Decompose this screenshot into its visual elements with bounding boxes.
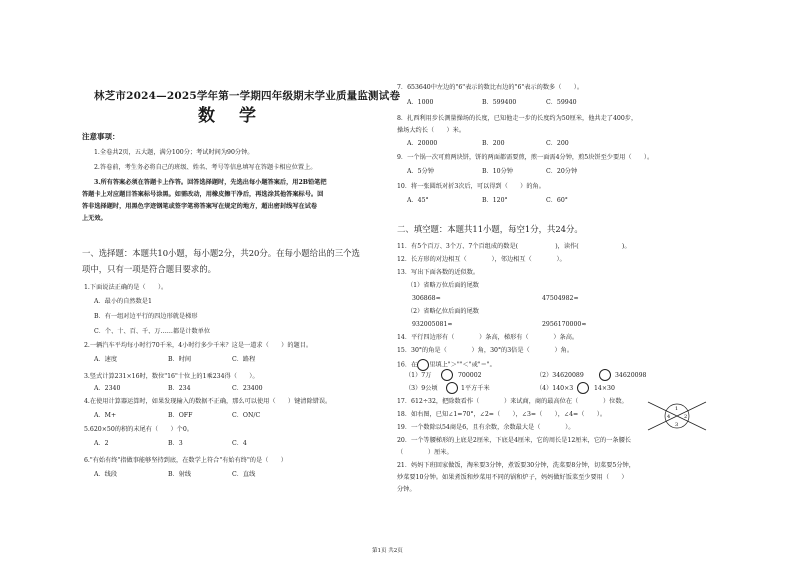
q10-stem: 10．将一张圆纸对折3次后，可以得到（ ）的角。 <box>397 183 545 190</box>
q18: 18．如右图，已知∠1=70°，∠2=（ ），∠3=（ ），∠4=（ ）。 <box>397 411 607 418</box>
q8-option-b: B．200 <box>482 140 505 147</box>
exam-title: 林芝市2024—2025学年第一学期四年级期末学业质量监测试卷 <box>94 90 401 102</box>
q7-stem: 7．653640中左边的"6"表示的数比右边的"6"表示的数多（ ）。 <box>397 84 584 91</box>
figure-label-1: 1 <box>675 406 679 412</box>
q10-option-c: C．60° <box>546 197 568 204</box>
q16-row1-circle2[interactable] <box>599 369 611 381</box>
q16-row1-c: （2）34620089 <box>536 372 584 379</box>
q7-option-a: A．1000 <box>407 99 434 106</box>
q13-part2: （2）省略亿位后面的尾数 <box>407 308 479 315</box>
q16-row1-b: 700002 <box>458 372 482 379</box>
q12: 12．长方形的对边相互（ ），邻边相互（ ）。 <box>397 256 566 263</box>
notice-item-4: 答题卡上对应题目答案标号涂黑。如需改动，用橡皮擦干净后，再选涂其他答案标号。回 <box>82 191 324 198</box>
q16-prefix: 16．在 <box>397 361 418 369</box>
q13-part2-value1: 932005081≈ <box>412 321 453 328</box>
section1-title-line1: 一、选择题：本题共10小题，每小题2分，共20分。在每小题给出的三个选 <box>82 248 360 258</box>
q2-option-c: C．路程 <box>232 356 256 363</box>
notice-item-3: 3.所有答案必须在答题卡上作答。回答选择题时，先选出每小题答案后，用2B铅笔把 <box>94 179 327 186</box>
q4-option-a: A．M+ <box>94 412 117 419</box>
q1-option-a: A．最小的自然数是1 <box>94 298 152 305</box>
q21-line2: 炒菜要10分钟。如果煮饭和炒菜用不同的锅和炉子，妈妈做好饭菜至少要用（ ） <box>397 474 628 481</box>
q7-option-b: B．599400 <box>482 99 517 106</box>
q13-part1-value1: 306868≈ <box>412 295 441 302</box>
q5-stem: 5.620×50的积的末尾有（ ）个0。 <box>84 426 193 433</box>
q5-option-a: A．2 <box>94 440 109 447</box>
q16-row2-c: （4）140×3 <box>536 385 574 392</box>
q2-stem: 2.一辆汽车平均每小时行70千米，4小时行多少千米？这是一道求（ ）的题目。 <box>84 342 313 349</box>
section2-title: 二、填空题：本题共11小题，每空1分，共24分。 <box>397 224 583 234</box>
q11: 11．有5个百万、3个万、7个百组成的数是( )，读作( )。 <box>397 243 631 250</box>
q13-part1-value2: 47504982≈ <box>542 295 579 302</box>
q2-option-a: A．速度 <box>94 356 118 363</box>
q1-option-b: B．有一组对边平行的四边形就是梯形 <box>94 313 198 320</box>
q16-row2-d: 14×30 <box>594 385 615 392</box>
notice-item-6: 上无效。 <box>82 215 107 222</box>
q7-option-c: C．59940 <box>546 99 577 106</box>
q15: 15．30°的角是（ ）角，30°的3倍是（ ）角。 <box>397 347 574 354</box>
q14: 14．平行四边形有（ ）条高，梯形有（ ）条高。 <box>397 334 579 341</box>
q16-row2-circle2[interactable] <box>577 382 589 394</box>
q6-stem: 6."有始有终"指做事能够坚持到底，在数学上符合"有始有终"的是（ ） <box>84 457 287 464</box>
q16-suffix: 里填上"＞""＜"或"＝"。 <box>429 361 496 369</box>
q4-option-c: C．ON/C <box>232 412 261 419</box>
q8-option-a: A．20000 <box>407 140 438 147</box>
q1-stem: 1.下面说法正确的是（ ）。 <box>84 284 168 291</box>
q5-option-b: B．3 <box>168 440 183 447</box>
q8-option-c: C．200 <box>546 140 569 147</box>
figure-label-4: 4 <box>667 414 671 420</box>
angle-figure <box>646 396 708 434</box>
q16-row1-circle1[interactable] <box>441 369 453 381</box>
q10-option-b: B．120° <box>482 197 508 204</box>
q20-line1: 20．一个等腰梯形的上底是2厘米，下底是4厘米，它的周长是12厘米，它的一条腰长 <box>397 437 631 444</box>
q10-option-a: A．45° <box>407 197 429 204</box>
q21-line1: 21．妈妈下班回家做饭，淘米要3分钟，煮饭要30分钟，洗菜要8分钟，切菜要5分钟， <box>397 462 635 469</box>
notice-item-2: 2.答卷前，考生务必将自己的班级、姓名、考号等信息填写在答题卡相应位置上。 <box>94 164 317 171</box>
q16-row2-a: （3）9公顷 <box>405 385 438 392</box>
q2-option-b: B．时间 <box>168 356 192 363</box>
q19: 19．一个数除以54商是6，且有余数，余数最大是（ ）。 <box>397 424 575 431</box>
q6-option-a: A．线段 <box>94 471 118 478</box>
q4-option-b: B．OFF <box>168 412 193 419</box>
subject-title: 数学 <box>198 106 280 126</box>
q16-row2-circle1[interactable] <box>446 382 458 394</box>
q3-option-c: C．23400 <box>232 385 263 392</box>
q21-line3: 分钟。 <box>397 486 416 493</box>
q8-stem-2: 操场大约长（ ）米。 <box>397 127 466 134</box>
notice-heading: 注意事项： <box>82 132 120 141</box>
q13: 13．写出下面各数的近似数。 <box>397 269 480 276</box>
q20-line2: （ ）厘米。 <box>397 449 453 456</box>
comparison-circle <box>417 359 429 371</box>
q8-stem: 8．扎西利用步长测量操场的长度，已知他走一步的长度约为50厘米，他共走了400步， <box>397 115 638 122</box>
q16-row1-d: 34620098 <box>615 372 647 379</box>
q9-option-c: C．20分钟 <box>546 168 578 175</box>
section1-title-line2: 项中，只有一项是符合题目要求的。 <box>82 264 216 274</box>
q1-option-c: C．个、十、百、千、万……都是计数单位 <box>94 328 211 335</box>
q17: 17．612÷32，把除数看作（ ）来试商，商的最高位在（ ）位数。 <box>397 398 628 405</box>
q13-part1: （1）省略万位后面的尾数 <box>407 282 479 289</box>
figure-label-2: 2 <box>684 414 688 420</box>
q6-option-b: B．射线 <box>168 471 192 478</box>
notice-item-1: 1.全卷共2页，五大题，满分100分；考试时间为90分钟。 <box>94 149 254 156</box>
q16-row1-a: （1）7万 <box>405 372 432 379</box>
notice-item-5: 答非选择题时，用黑色字迹钢笔或签字笔将答案写在规定的地方，超出密封线写在试卷 <box>82 203 318 210</box>
q13-part2-value2: 2956170000≈ <box>542 321 587 328</box>
page-footer: 第1页 共2页 <box>372 548 403 554</box>
q9-stem: 9．一个锅一次可煎两块饼，饼的两面都需要煎，煎一面需4分钟，煎5块饼至少要用（ ）。 <box>397 154 654 161</box>
q9-option-b: B．10分钟 <box>482 168 513 175</box>
q6-option-c: C．直线 <box>232 471 256 478</box>
q3-option-a: A．2340 <box>94 385 121 392</box>
figure-label-3: 3 <box>675 422 679 428</box>
q3-stem: 3.竖式计算231×16时，数位"16"十位上的1乘234得（ ）。 <box>84 373 259 380</box>
q16-row2-b: 1平方千米 <box>461 385 490 392</box>
q3-option-b: B．234 <box>168 385 191 392</box>
q9-option-a: A．5分钟 <box>407 168 434 175</box>
q4-stem: 4.在使用计算器运算时，如果发现输入的数据不正确，那么可以使用（ ）键清除错误。 <box>84 398 332 405</box>
q5-option-c: C．4 <box>232 440 247 447</box>
